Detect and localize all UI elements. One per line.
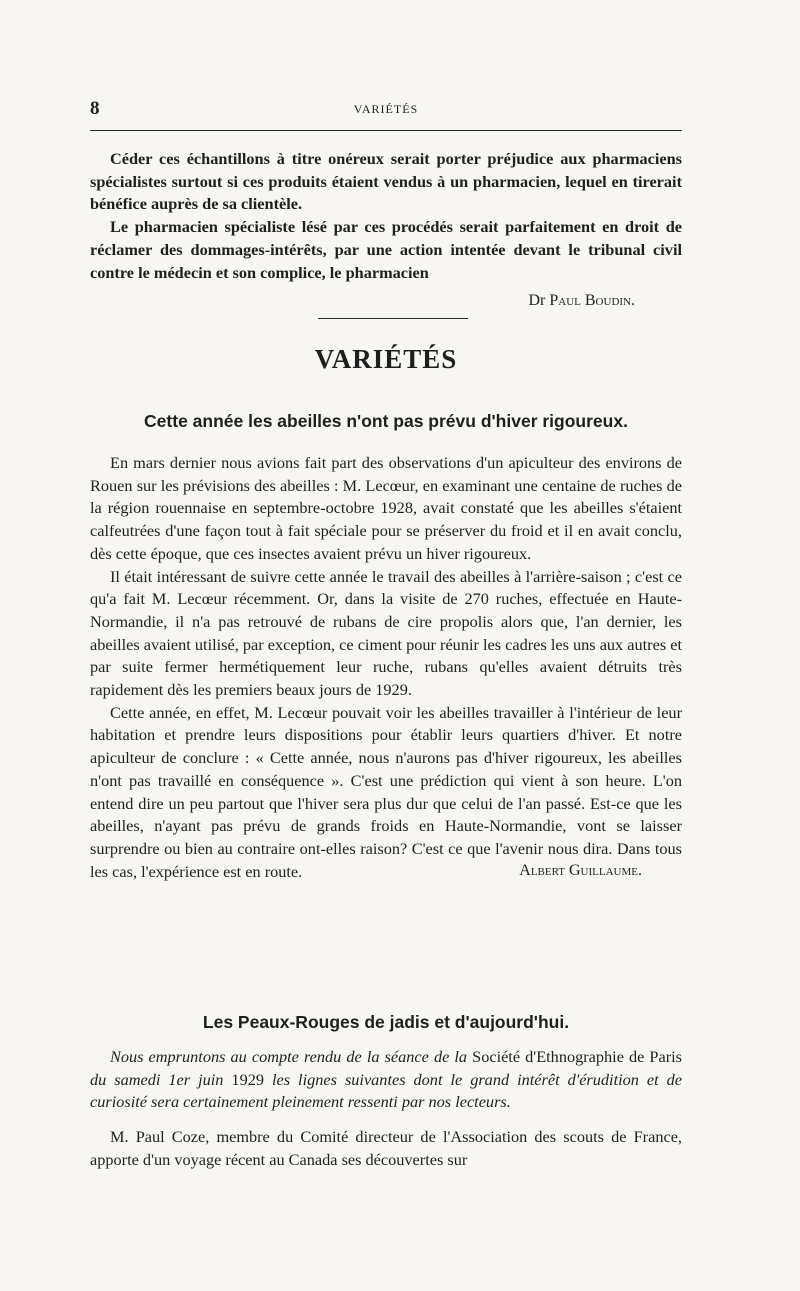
section-title: VARIÉTÉS bbox=[314, 344, 458, 374]
previous-article bbox=[90, 148, 682, 284]
signature-prefix: Dr bbox=[528, 292, 546, 309]
article-1-paragraph-1: En mars dernier nous avions fait part des observations d'un apiculteur des environs de Rouen sur les prévisions des abeilles : M. Lecœur, en examinant une centaine de ruches de la région rouennaise en septembre-octobre 1928, avait constaté que les abeilles s'étaient calfeutrées d'une façon tout à fait spéciale pour se préserver du froid et il en avait conclu, dès cette époque, que ces insectes avaient prévu un hiver rigoureux. bbox=[90, 453, 682, 563]
article-2-title: Les Peaux-Rouges de jadis et d'aujourd'hui. bbox=[202, 1012, 570, 1032]
article-1-paragraph-2: Il était intéressant de suivre cette année le travail des abeilles à l'arrière-saison ; c'est ce qu'a fait M. Lecœur récemment. Or, dans la visite de 270 ruches, effectuée en Haute-Normandie, il n'a pas retrouvé de rubans de cire propolis alors que, l'an dernier, les abeilles avaient utilisé, par exception, ce ciment pour réunir les cadres les uns aux autres et par suite fermer hermétiquement leur ruche, rubans qu'elles avaient détruits très rapidement dès les premiers beaux jours de 1929. bbox=[90, 566, 682, 700]
intro-society-name: Société d'Ethnographie de Paris bbox=[472, 1047, 682, 1066]
prev-paragraph-2: Le pharmacien spécialiste lésé par ces procédés serait parfaitement en droit de réclamer des dommages-intérêts, par une action intentée devant le tribunal civil contre le médecin et son complice, le pharmacien bbox=[90, 217, 682, 282]
intro-part-e: les lignes suivantes dont le grand intérêt d'érudition et de curiosité sera certainement pleinement ressenti par nos lecteurs. bbox=[90, 1069, 683, 1112]
page-number: 8 bbox=[90, 98, 100, 119]
intro-year: 1929 bbox=[231, 1069, 264, 1089]
running-title: VARIÉTÉS bbox=[353, 102, 419, 116]
intro-part-c: du samedi 1er juin bbox=[90, 1069, 224, 1089]
article-2-body bbox=[90, 1046, 682, 1172]
article-1-paragraph-3: Cette année, en effet, M. Lecœur pouvait voir les abeilles travailler à l'intérieur de leur habitation et prendre leurs dispositions pour établir leurs quartiers d'hiver. Et notre apiculteur de conclure : « Cette année, nous n'aurons pas d'hiver rigoureux, les abeilles n'ont pas travaillé en conséquence ». C'est une prédiction qui vient à son heure. L'on entend dire un peu partout que l'hiver sera plus dur que celui de l'an passé. Est-ce que les abeilles, n'ayant pas prévu de grands froids en Haute-Normandie, vont se laisser surprendre ou bien au contraire ont-elles raison? C'est ce que l'avenir nous dira. Dans tous les cas, l'expérience est en route. bbox=[90, 702, 682, 881]
section-divider bbox=[318, 318, 468, 319]
article-1-title: Cette année les abeilles n'ont pas prévu d'hiver rigoureux. bbox=[144, 411, 628, 431]
prev-signature bbox=[90, 292, 635, 310]
article-2-paragraph-1: M. Paul Coze, membre du Comité directeur de l'Association des scouts de France, apporte d'un voyage récent au Canada ses découvertes sur bbox=[90, 1127, 682, 1169]
prev-paragraph-1: Céder ces échantillons à titre onéreux serait porter préjudice aux pharmaciens spécialistes surtout si ces produits étaient vendus à un pharmacien, lequel en tirerait bénéfice auprès de sa clientèle. bbox=[90, 149, 682, 214]
article-2-intro bbox=[90, 1046, 682, 1114]
signature-name: Paul Boudin. bbox=[549, 292, 635, 309]
page-header bbox=[90, 98, 682, 128]
header-rule bbox=[90, 130, 682, 131]
article-1-signature-text: Albert Guillaume. bbox=[519, 862, 642, 880]
intro-part-a: Nous empruntons au compte rendu de la séance de la bbox=[110, 1047, 468, 1066]
article-1-body bbox=[90, 452, 682, 880]
